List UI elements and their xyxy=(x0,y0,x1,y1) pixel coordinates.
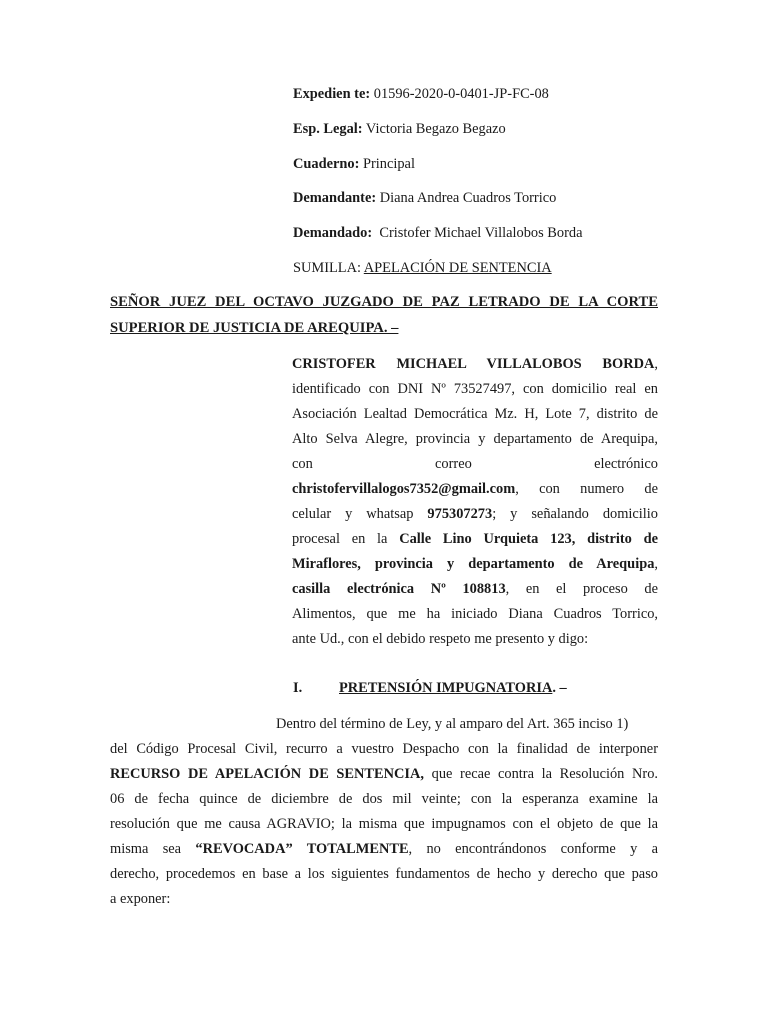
esp-legal-line xyxy=(293,121,506,138)
demandante-label: Demandante: xyxy=(293,190,377,206)
body-text: , no encontrándonos conforme y a xyxy=(408,841,658,857)
intro-text: ; y señalando domicilio xyxy=(492,506,658,522)
sumilla-line xyxy=(293,260,552,277)
intro-word: electrónico xyxy=(594,456,658,472)
intro-paragraph xyxy=(292,352,658,652)
cuaderno-line xyxy=(293,156,415,173)
demandado-line xyxy=(293,225,582,242)
body-line: Dentro del término de Ley, y al amparo del Art. 365 inciso 1) xyxy=(276,716,629,732)
expediente-line xyxy=(293,86,549,103)
intro-line xyxy=(292,577,658,602)
intro-text: celular y whatsap xyxy=(292,506,428,522)
body-line: resolución que me causa AGRAVIO; la misma que impugnamos con el objeto de que la xyxy=(110,816,658,832)
addressee-line-1: SEÑOR JUEZ DEL OCTAVO JUZGADO DE PAZ LETRADO DE LA CORTE xyxy=(110,294,658,310)
body-line: derecho, procedemos en base a los siguientes fundamentos de hecho y derecho que paso xyxy=(110,866,658,882)
section-number: I. xyxy=(293,680,303,696)
demandante-value: Diana Andrea Cuadros Torrico xyxy=(379,190,557,206)
procesal-address: Calle Lino Urquieta 123, distrito de xyxy=(399,531,658,547)
body-line xyxy=(110,762,658,787)
intro-text: procesal en la xyxy=(292,531,400,547)
body-paragraph xyxy=(110,712,658,912)
intro-line xyxy=(292,552,658,577)
cuaderno-label: Cuaderno: xyxy=(293,156,360,172)
body-text: misma sea xyxy=(110,841,196,857)
demandado-label: Demandado: xyxy=(293,225,373,241)
intro-word: correo xyxy=(435,456,472,472)
expediente-label: Expedien te: xyxy=(293,86,371,102)
section-heading xyxy=(293,680,567,697)
esp-legal-value: Victoria Begazo Begazo xyxy=(365,121,506,137)
body-line: del Código Procesal Civil, recurro a vuestro Despacho con la finalidad de interponer xyxy=(110,741,658,757)
intro-comma: , xyxy=(654,356,658,372)
intro-text: , con numero de xyxy=(515,481,658,497)
sumilla-value: APELACIÓN DE SENTENCIA xyxy=(363,260,552,276)
intro-text: , xyxy=(654,556,658,572)
intro-line: ante Ud., con el debido respeto me presento y digo: xyxy=(292,631,589,647)
intro-line: Asociación Lealtad Democrática Mz. H, Lote 7, distrito de xyxy=(292,406,658,422)
demandado-value: Cristofer Michael Villalobos Borda xyxy=(379,225,583,241)
expediente-value: 01596-2020-0-0401-JP-FC-08 xyxy=(373,86,549,102)
phone-number: 975307273 xyxy=(427,506,493,522)
body-line: a exponer: xyxy=(110,891,171,907)
body-text: que recae contra la Resolución Nro. xyxy=(424,766,658,782)
intro-text: , en el proceso de xyxy=(505,581,658,597)
intro-line xyxy=(292,477,658,502)
intro-line: Alto Selva Alegre, provincia y departamento de Arequipa, xyxy=(292,431,658,447)
addressee-line-2: SUPERIOR DE JUSTICIA DE AREQUIPA. – xyxy=(110,320,399,336)
intro-line xyxy=(292,452,658,477)
sumilla-label: SUMILLA: xyxy=(293,260,361,276)
intro-line: identificado con DNI Nº 73527497, con domicilio real en xyxy=(292,381,658,397)
procesal-address-cont: Miraflores, provincia y departamento de Arequipa xyxy=(292,556,655,572)
appellant-name: CRISTOFER MICHAEL VILLALOBOS BORDA xyxy=(292,356,655,372)
demandante-line xyxy=(293,190,556,207)
intro-word: con xyxy=(292,456,313,472)
casilla-electronica: casilla electrónica Nº 108813 xyxy=(292,581,506,597)
intro-line xyxy=(292,527,658,552)
section-suffix: . – xyxy=(552,680,567,696)
email-address: christofervillalogos7352@gmail.com xyxy=(292,481,516,497)
body-line xyxy=(110,837,658,862)
intro-line: Alimentos, que me ha iniciado Diana Cuadros Torrico, xyxy=(292,606,658,622)
intro-line xyxy=(292,352,658,377)
revocada-emphasis: “REVOCADA” TOTALMENTE xyxy=(195,841,409,857)
body-line: 06 de fecha quince de diciembre de dos mil veinte; con la esperanza examine la xyxy=(110,791,658,807)
section-title: PRETENSIÓN IMPUGNATORIA xyxy=(339,680,553,696)
cuaderno-value: Principal xyxy=(362,156,415,172)
intro-line xyxy=(292,502,658,527)
recurso-title: RECURSO DE APELACIÓN DE SENTENCIA, xyxy=(110,766,424,782)
esp-legal-label: Esp. Legal: xyxy=(293,121,363,137)
